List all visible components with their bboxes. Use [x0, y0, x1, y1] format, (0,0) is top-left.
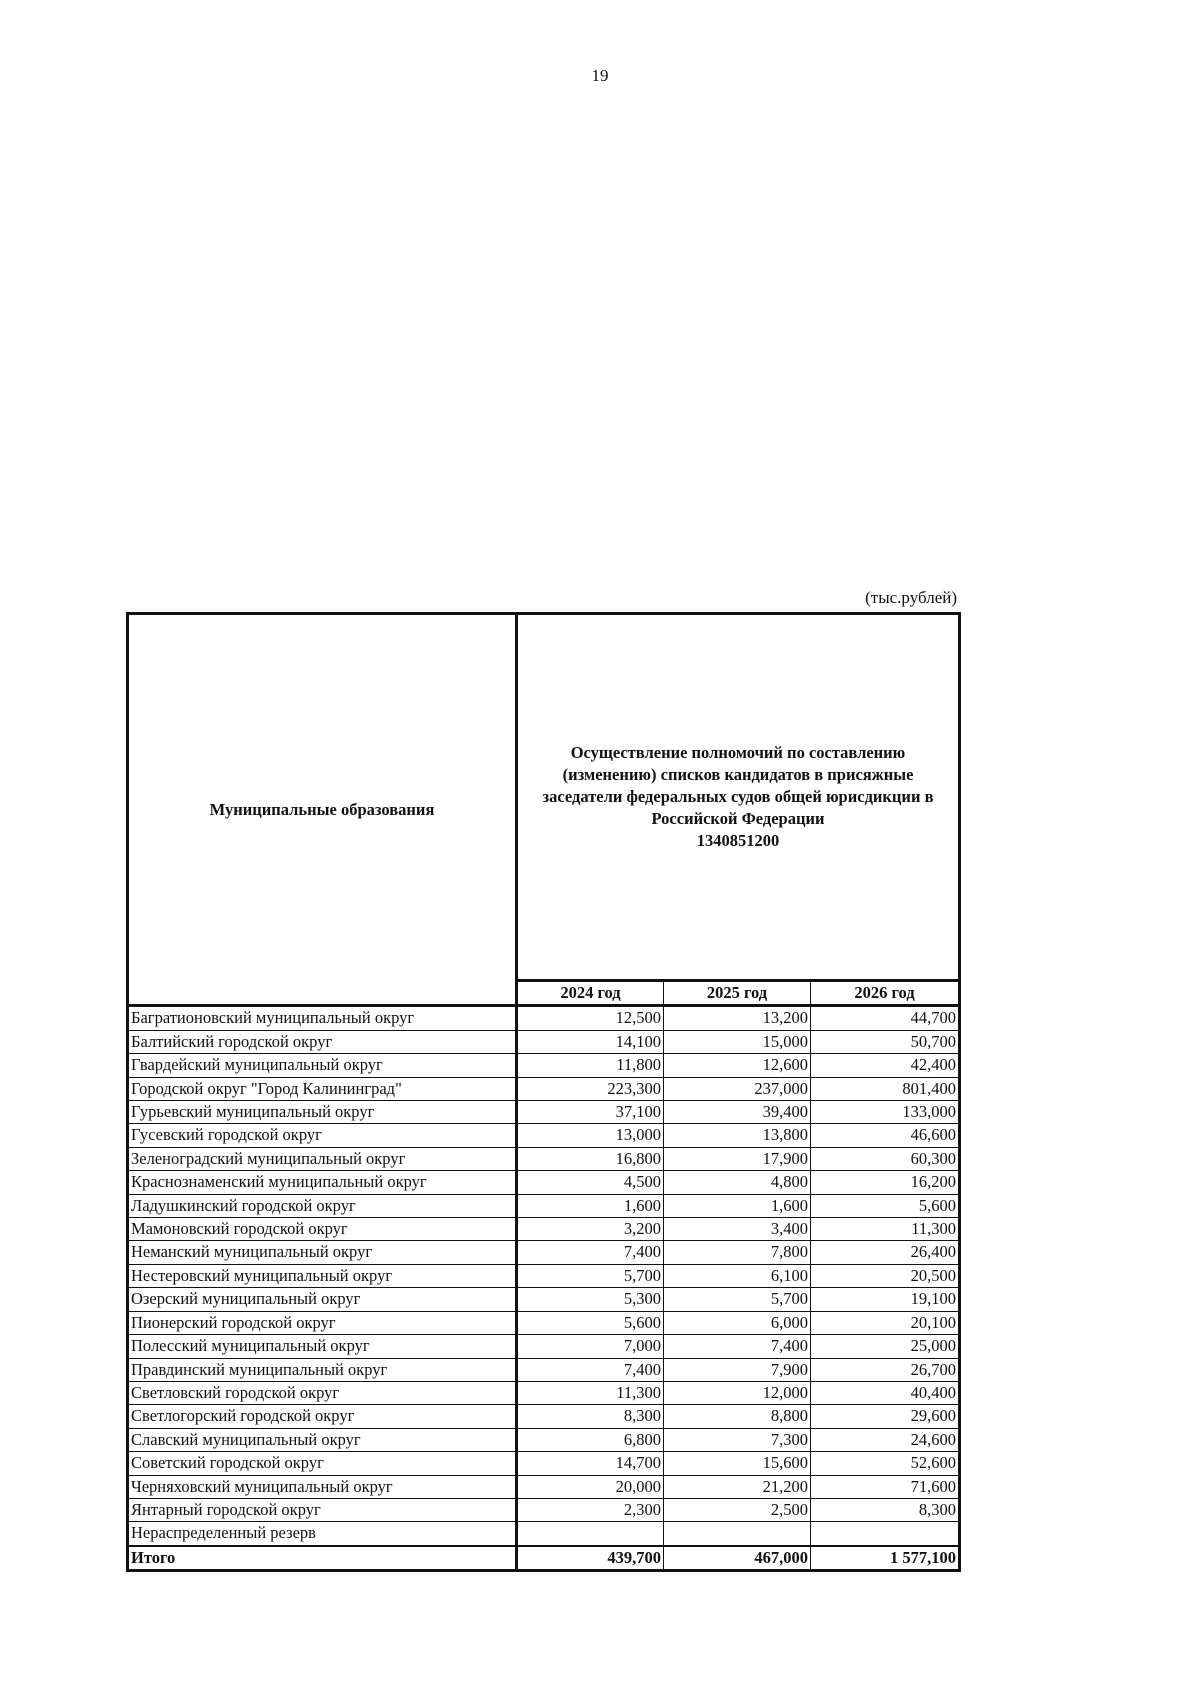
- value-2026: 46,600: [811, 1124, 960, 1147]
- table-row: [128, 1452, 960, 1475]
- table-row: [128, 1522, 960, 1546]
- municipality-name: Янтарный городской округ: [128, 1498, 517, 1521]
- table-row: [128, 1030, 960, 1053]
- table-row: [128, 1006, 960, 1030]
- municipality-name: Правдинский муниципальный округ: [128, 1358, 517, 1381]
- table-row: [128, 1405, 960, 1428]
- value-2025: 2,500: [664, 1498, 811, 1521]
- table-header-row: [128, 614, 960, 981]
- table-row: [128, 1101, 960, 1124]
- value-2025: 12,000: [664, 1381, 811, 1404]
- header-year-2025: 2025 год: [664, 981, 811, 1006]
- budget-table: [126, 612, 961, 1572]
- table-row: [128, 1124, 960, 1147]
- municipality-name: Светловский городской округ: [128, 1381, 517, 1404]
- value-2024: 11,800: [517, 1054, 664, 1077]
- value-2026: 801,400: [811, 1077, 960, 1100]
- table-row: [128, 1335, 960, 1358]
- value-2026: 50,700: [811, 1030, 960, 1053]
- value-2026: 16,200: [811, 1171, 960, 1194]
- municipality-name: Гурьевский муниципальный округ: [128, 1101, 517, 1124]
- table-row: [128, 1218, 960, 1241]
- page-number: 19: [591, 66, 609, 85]
- municipality-name: Нераспределенный резерв: [128, 1522, 517, 1546]
- value-2025: 4,800: [664, 1171, 811, 1194]
- municipality-name: Нестеровский муниципальный округ: [128, 1264, 517, 1287]
- header-title: [517, 614, 960, 981]
- municipality-name: Зеленоградский муниципальный округ: [128, 1147, 517, 1170]
- total-2026: 1 577,100: [811, 1546, 960, 1571]
- municipality-name: Неманский муниципальный округ: [128, 1241, 517, 1264]
- value-2026: 44,700: [811, 1006, 960, 1030]
- value-2026: 26,700: [811, 1358, 960, 1381]
- value-2026: 133,000: [811, 1101, 960, 1124]
- value-2025: 15,600: [664, 1452, 811, 1475]
- value-2026: 52,600: [811, 1452, 960, 1475]
- value-2026: 71,600: [811, 1475, 960, 1498]
- total-2025: 467,000: [664, 1546, 811, 1571]
- value-2025: 6,000: [664, 1311, 811, 1334]
- value-2024: 4,500: [517, 1171, 664, 1194]
- value-2024: 14,100: [517, 1030, 664, 1053]
- value-2026: [811, 1522, 960, 1546]
- table-row: [128, 1288, 960, 1311]
- municipality-name: Гусевский городской округ: [128, 1124, 517, 1147]
- value-2024: 7,000: [517, 1335, 664, 1358]
- table-row: [128, 1264, 960, 1287]
- value-2024: 20,000: [517, 1475, 664, 1498]
- table-row: [128, 1311, 960, 1334]
- value-2025: 8,800: [664, 1405, 811, 1428]
- value-2024: 37,100: [517, 1101, 664, 1124]
- value-2026: 19,100: [811, 1288, 960, 1311]
- municipality-name: Озерский муниципальный округ: [128, 1288, 517, 1311]
- value-2024: 13,000: [517, 1124, 664, 1147]
- value-2025: 5,700: [664, 1288, 811, 1311]
- table-body: [128, 1006, 960, 1546]
- table-row: [128, 1077, 960, 1100]
- header-code: 1340851200: [696, 831, 780, 850]
- value-2024: 2,300: [517, 1498, 664, 1521]
- total-row: [128, 1546, 960, 1571]
- municipality-name: Пионерский городской округ: [128, 1311, 517, 1334]
- value-2024: 8,300: [517, 1405, 664, 1428]
- table-row: [128, 1358, 960, 1381]
- municipality-name: Мамоновский городской округ: [128, 1218, 517, 1241]
- value-2025: 39,400: [664, 1101, 811, 1124]
- municipality-name: Советский городской округ: [128, 1452, 517, 1475]
- value-2024: 7,400: [517, 1358, 664, 1381]
- value-2025: 237,000: [664, 1077, 811, 1100]
- value-2024: 6,800: [517, 1428, 664, 1451]
- value-2025: 21,200: [664, 1475, 811, 1498]
- header-title-line: Осуществление полномочий по составлению: [570, 743, 906, 762]
- municipality-name: Полесский муниципальный округ: [128, 1335, 517, 1358]
- municipality-name: Багратионовский муниципальный округ: [128, 1006, 517, 1030]
- value-2025: 17,900: [664, 1147, 811, 1170]
- municipality-name: Гвардейский муниципальный округ: [128, 1054, 517, 1077]
- header-title-line: Российской Федерации: [651, 809, 825, 828]
- municipality-name: Балтийский городской округ: [128, 1030, 517, 1053]
- table-row: [128, 1147, 960, 1170]
- value-2025: 15,000: [664, 1030, 811, 1053]
- municipality-name: Краснознаменский муниципальный округ: [128, 1171, 517, 1194]
- value-2025: 13,200: [664, 1006, 811, 1030]
- municipality-name: Светлогорский городской округ: [128, 1405, 517, 1428]
- table-row: [128, 1428, 960, 1451]
- value-2025: 7,800: [664, 1241, 811, 1264]
- value-2026: 60,300: [811, 1147, 960, 1170]
- value-2025: 1,600: [664, 1194, 811, 1217]
- value-2024: 12,500: [517, 1006, 664, 1030]
- value-2026: 40,400: [811, 1381, 960, 1404]
- value-2025: 7,400: [664, 1335, 811, 1358]
- municipality-name: Черняховский муниципальный округ: [128, 1475, 517, 1498]
- table-row: [128, 1241, 960, 1264]
- value-2026: 20,500: [811, 1264, 960, 1287]
- value-2024: 1,600: [517, 1194, 664, 1217]
- value-2026: 29,600: [811, 1405, 960, 1428]
- value-2025: 12,600: [664, 1054, 811, 1077]
- value-2026: 24,600: [811, 1428, 960, 1451]
- value-2024: 5,700: [517, 1264, 664, 1287]
- value-2024: [517, 1522, 664, 1546]
- value-2025: 13,800: [664, 1124, 811, 1147]
- value-2026: 20,100: [811, 1311, 960, 1334]
- header-municipalities: Муниципальные образования: [128, 614, 517, 1006]
- header-title-line: (изменению) списков кандидатов в присяжные: [562, 765, 914, 784]
- value-2025: 7,300: [664, 1428, 811, 1451]
- table-row: [128, 1054, 960, 1077]
- value-2024: 7,400: [517, 1241, 664, 1264]
- value-2026: 26,400: [811, 1241, 960, 1264]
- table-row: [128, 1171, 960, 1194]
- header-title-line: заседатели федеральных судов общей юрисдикции в: [542, 787, 934, 806]
- value-2026: 5,600: [811, 1194, 960, 1217]
- value-2024: 5,600: [517, 1311, 664, 1334]
- value-2024: 11,300: [517, 1381, 664, 1404]
- total-2024: 439,700: [517, 1546, 664, 1571]
- value-2025: 3,400: [664, 1218, 811, 1241]
- value-2024: 16,800: [517, 1147, 664, 1170]
- header-year-2024: 2024 год: [517, 981, 664, 1006]
- municipality-name: Славский муниципальный округ: [128, 1428, 517, 1451]
- units-label: (тыс.рублей): [865, 588, 957, 607]
- value-2025: [664, 1522, 811, 1546]
- table-row: [128, 1498, 960, 1521]
- table-row: [128, 1194, 960, 1217]
- value-2025: 6,100: [664, 1264, 811, 1287]
- value-2025: 7,900: [664, 1358, 811, 1381]
- value-2026: 42,400: [811, 1054, 960, 1077]
- value-2024: 5,300: [517, 1288, 664, 1311]
- value-2026: 25,000: [811, 1335, 960, 1358]
- value-2026: 11,300: [811, 1218, 960, 1241]
- value-2026: 8,300: [811, 1498, 960, 1521]
- value-2024: 14,700: [517, 1452, 664, 1475]
- table-row: [128, 1475, 960, 1498]
- total-label: Итого: [128, 1546, 517, 1571]
- municipality-name: Ладушкинский городской округ: [128, 1194, 517, 1217]
- header-year-2026: 2026 год: [811, 981, 960, 1006]
- table-row: [128, 1381, 960, 1404]
- value-2024: 3,200: [517, 1218, 664, 1241]
- municipality-name: Городской округ "Город Калининград": [128, 1077, 517, 1100]
- value-2024: 223,300: [517, 1077, 664, 1100]
